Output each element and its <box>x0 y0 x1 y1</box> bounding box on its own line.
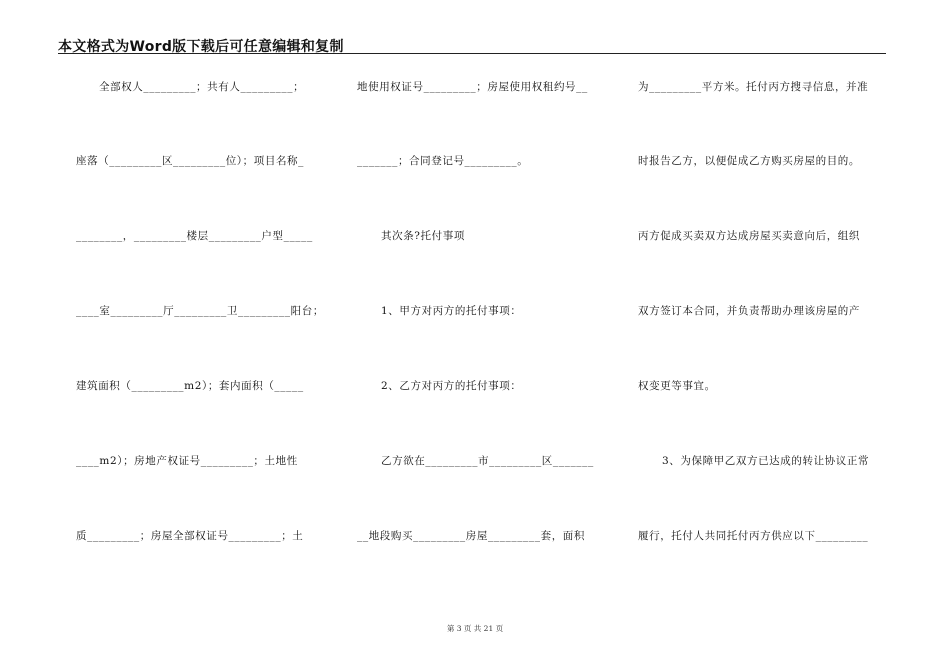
col2-line-4: 1、甲方对丙方的托付事项： <box>381 305 522 317</box>
col2-line-3: 其次条?托付事项 <box>381 230 465 242</box>
col3-line-3: 丙方促成买卖双方达成房屋买卖意向后，组织 <box>638 230 860 242</box>
col3-line-7: 履行，托付人共同托付丙方供应以下_________ <box>638 530 869 542</box>
col3-line-5: 权变更等事宜。 <box>638 380 716 392</box>
header-divider <box>58 53 886 54</box>
page-number: 第 3 页 共 21 页 <box>446 624 504 633</box>
col1-line-7: 质_________；房屋全部权证号_________；土 <box>76 530 304 542</box>
col1-line-6: ____m2）；房地产权证号_________；土地性 <box>76 455 298 467</box>
col2-line-6: 乙方欲在_________市_________区_______ <box>381 455 594 467</box>
col1-line-1: 全部权人_________；共有人_________； <box>99 81 305 93</box>
col3-line-2: 时报告乙方，以便促成乙方购买房屋的目的。 <box>638 155 860 167</box>
col2-line-1: 地使用权证号_________；房屋使用权租约号__ <box>357 81 588 93</box>
col3-line-1: 为_________平方米。托付丙方搜寻信息，并准 <box>638 81 869 93</box>
col1-line-3: ________，_________楼层_________户型_____ <box>76 230 313 242</box>
col3-line-4: 双方签订本合同，并负责帮助办理该房屋的产 <box>638 305 860 317</box>
col3-line-6: 3、为保障甲乙双方已达成的转让协议正常 <box>662 455 870 467</box>
col2-line-5: 2、乙方对丙方的托付事项： <box>381 380 522 392</box>
col1-line-2: 座落（_________区_________位）；项目名称_ <box>76 155 304 167</box>
col2-line-7: __地段购买_________房屋_________套，面积 <box>357 530 585 542</box>
document-header-title: 本文格式为Word版下载后可任意编辑和复制 <box>58 39 344 55</box>
col1-line-5: 建筑面积（_________m2）；套内面积（_____ <box>76 380 304 392</box>
col2-line-2: _______；合同登记号_________。 <box>357 155 529 167</box>
col1-line-4: ____室_________厅_________卫_________阳台； <box>76 305 324 317</box>
